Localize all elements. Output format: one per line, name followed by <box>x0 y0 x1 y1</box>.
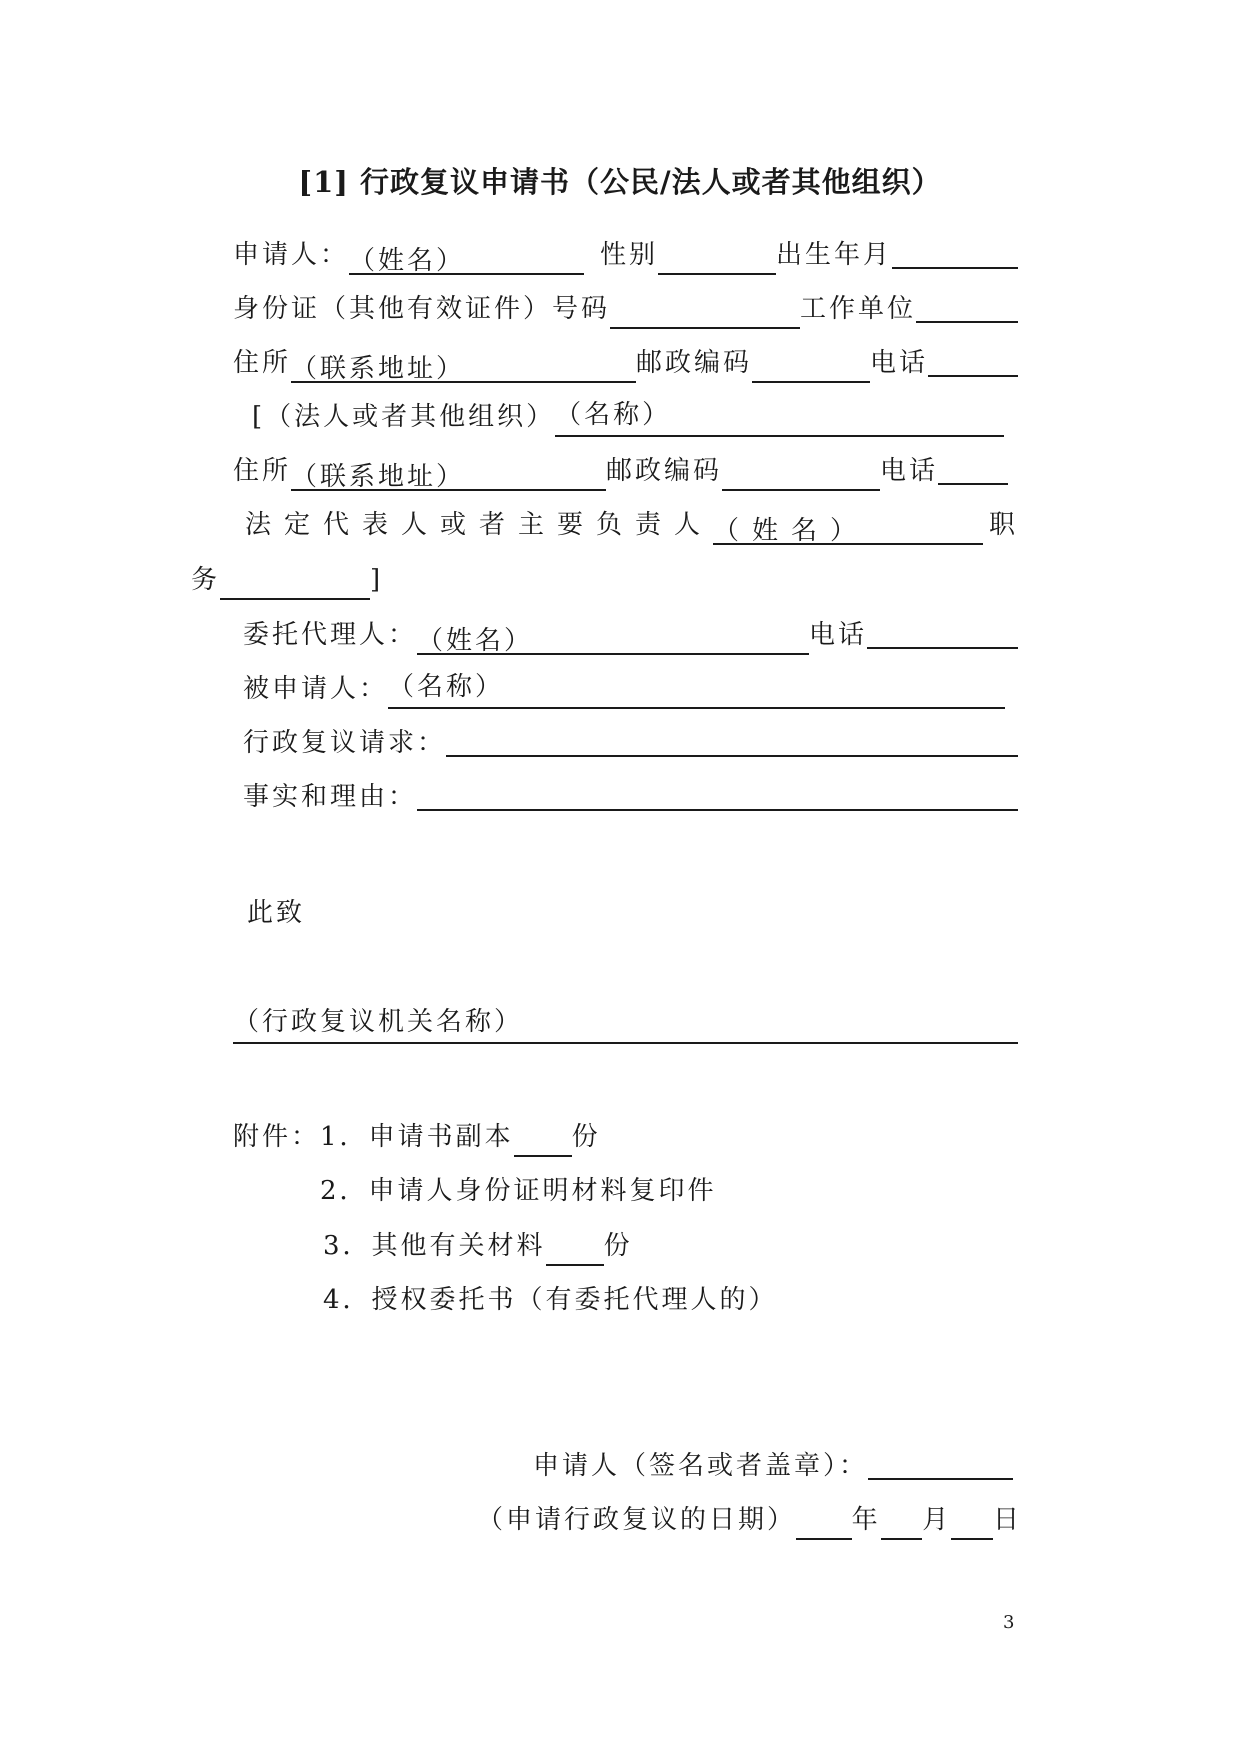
org-row-3 <box>245 505 1018 545</box>
address-field[interactable] <box>291 349 636 383</box>
org-row-2 <box>233 451 1008 491</box>
applicant-row-2 <box>233 289 1018 329</box>
attachment-text: 授权委托书（有委托代理人的） <box>371 1285 778 1315</box>
signature-row <box>533 1446 1013 1486</box>
position-field[interactable] <box>220 568 370 600</box>
year-field[interactable] <box>796 1508 852 1540</box>
document-title: [1] 行政复议申请书（公民/法人或者其他组织） <box>298 165 942 199</box>
org-address-hint: （联系地址） <box>291 462 466 492</box>
agent-row <box>243 615 1018 655</box>
phone-label: 电话 <box>870 348 929 378</box>
org-row-1 <box>252 397 1004 437</box>
applicant-name-field[interactable] <box>349 241 584 275</box>
attachment-num: 2． <box>320 1176 369 1206</box>
org-postcode-label: 邮政编码 <box>606 456 723 486</box>
respondent-label: 被申请人： <box>243 674 389 704</box>
signature-label: 申请人（签名或者盖章）： <box>533 1451 869 1481</box>
authority-row <box>233 1004 1018 1044</box>
attachment-row-3 <box>323 1226 723 1266</box>
attachment-num: 1． <box>320 1122 369 1152</box>
attachment-copies-field[interactable] <box>546 1234 604 1266</box>
rep-label: 法定代表人或者主要负责人 <box>245 510 714 540</box>
agent-phone-label: 电话 <box>809 620 868 650</box>
attachment-row-2 <box>320 1171 820 1211</box>
org-phone-field[interactable] <box>938 453 1008 485</box>
attachment-row-4 <box>323 1280 823 1320</box>
org-address-field[interactable] <box>291 457 606 491</box>
id-label: 身份证（其他有效证件）号码 <box>233 294 611 324</box>
attachment-text: 申请人身份证明材料复印件 <box>368 1176 717 1206</box>
org-name-hint: （名称） <box>555 400 672 430</box>
applicant-row-1 <box>233 235 1018 275</box>
gender-label: 性别 <box>600 240 659 270</box>
attachment-suffix: 份 <box>603 1231 633 1261</box>
signature-field[interactable] <box>868 1448 1013 1480</box>
org-open-bracket: [ <box>252 402 266 432</box>
request-row <box>243 723 1018 763</box>
agent-label: 委托代理人： <box>243 620 418 650</box>
attachment-copies-field[interactable] <box>514 1125 572 1157</box>
respondent-name-hint: （名称） <box>388 672 505 702</box>
agent-name-field[interactable] <box>417 621 809 655</box>
applicant-row-3 <box>233 343 1018 383</box>
birth-label: 出生年月 <box>776 240 893 270</box>
facts-row <box>243 777 1018 817</box>
facts-field[interactable] <box>417 779 1018 811</box>
org-name-label: （法人或者其他组织） <box>265 402 556 432</box>
work-label: 工作单位 <box>800 294 917 324</box>
attachment-suffix: 份 <box>571 1122 601 1152</box>
rep-name-field[interactable] <box>713 511 983 545</box>
authority-field[interactable] <box>233 1002 1018 1044</box>
agent-name-hint: （姓名） <box>417 626 534 656</box>
salutation: 此致 <box>247 898 306 928</box>
respondent-row <box>243 669 1005 709</box>
org-address-label: 住所 <box>233 456 292 486</box>
agent-phone-field[interactable] <box>867 617 1018 649</box>
applicant-label: 申请人： <box>233 240 350 270</box>
attachment-text: 申请书副本 <box>368 1122 514 1152</box>
facts-label: 事实和理由： <box>243 782 418 812</box>
day-field[interactable] <box>951 1508 993 1540</box>
org-close-bracket: ] <box>370 565 384 595</box>
request-field[interactable] <box>446 725 1018 757</box>
date-label: （申请行政复议的日期） <box>477 1505 797 1535</box>
org-name-field[interactable] <box>555 395 1004 437</box>
attachment-text: 其他有关材料 <box>371 1231 546 1261</box>
id-field[interactable] <box>610 297 800 329</box>
authority-hint: （行政复议机关名称） <box>233 1007 524 1037</box>
day-label: 日 <box>993 1505 1023 1535</box>
org-phone-label: 电话 <box>880 456 939 486</box>
attachment-num: 4． <box>323 1285 372 1315</box>
work-field[interactable] <box>916 291 1018 323</box>
respondent-name-field[interactable] <box>388 667 1005 709</box>
address-label: 住所 <box>233 348 292 378</box>
position-label-2: 务 <box>191 565 221 595</box>
address-hint: （联系地址） <box>291 354 466 384</box>
rep-name-hint: （姓名） <box>713 516 870 546</box>
postcode-label: 邮政编码 <box>636 348 753 378</box>
date-row <box>477 1500 1022 1540</box>
birth-field[interactable] <box>892 237 1018 269</box>
month-label: 月 <box>922 1505 952 1535</box>
position-label-1: 职 <box>988 510 1018 540</box>
month-field[interactable] <box>881 1508 923 1540</box>
request-label: 行政复议请求： <box>243 728 447 758</box>
org-row-4 <box>191 560 391 600</box>
applicant-name-hint: （姓名） <box>349 246 466 276</box>
phone-field[interactable] <box>928 345 1018 377</box>
year-label: 年 <box>851 1505 881 1535</box>
gender-field[interactable] <box>658 243 776 275</box>
attachment-row-1 <box>233 1117 653 1157</box>
page-number: 3 <box>1003 1612 1015 1633</box>
attachment-num: 3． <box>323 1231 372 1261</box>
postcode-field[interactable] <box>752 351 870 383</box>
attachments-label: 附件： <box>233 1122 321 1152</box>
org-postcode-field[interactable] <box>722 459 880 491</box>
